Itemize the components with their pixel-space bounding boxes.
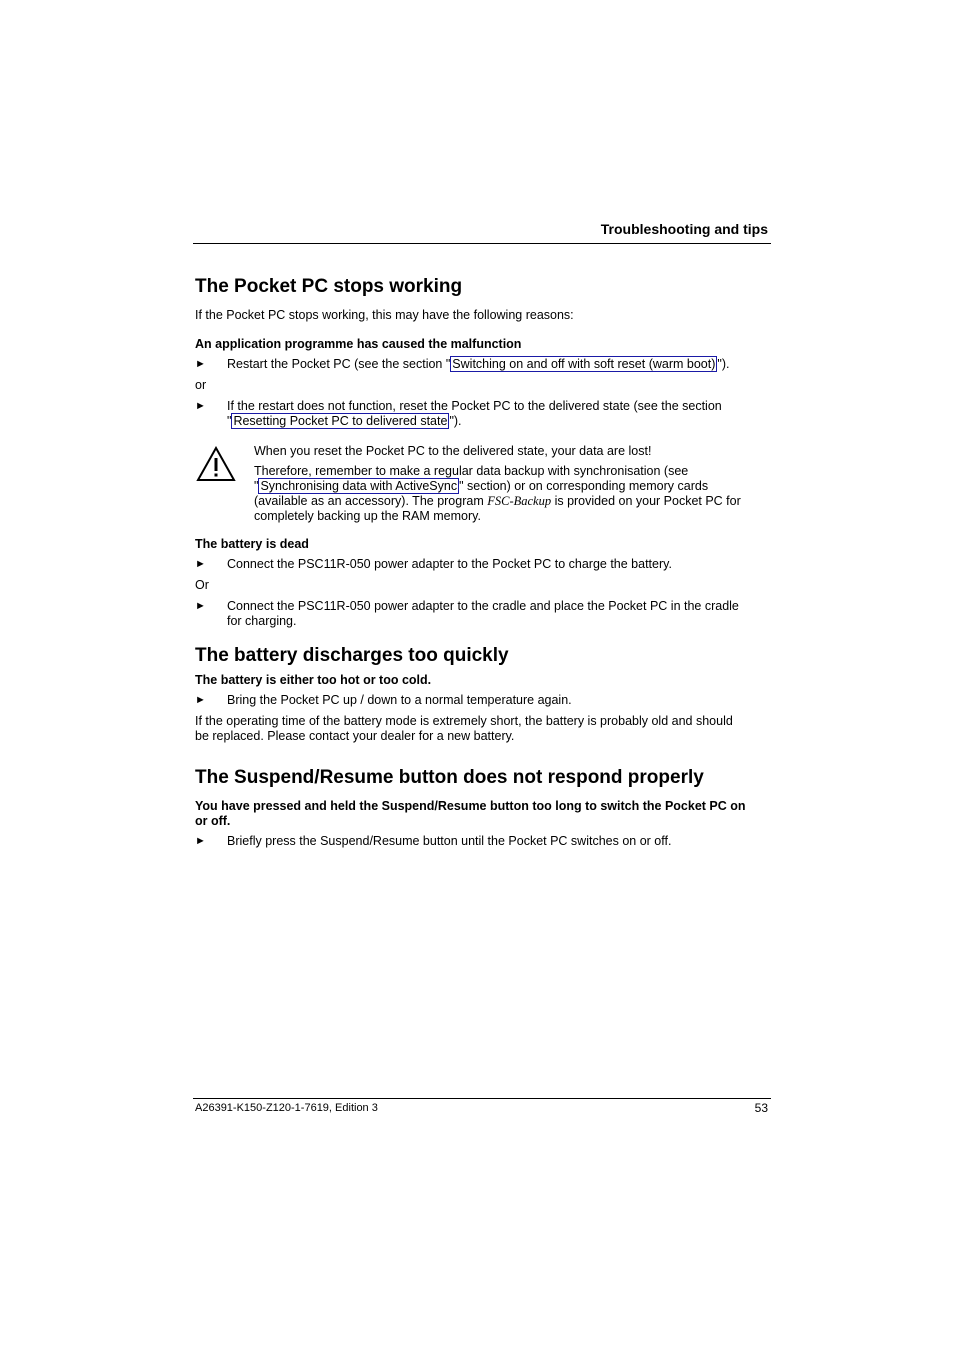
bullet-text: Briefly press the Suspend/Resume button until the Pocket PC switches on or off.: [227, 834, 672, 848]
bullet-text: Bring the Pocket PC up / down to a normal temperature again.: [227, 693, 572, 707]
bullet-arrow-icon: ►: [195, 600, 206, 612]
warning-text: Therefore, remember to make a regular data backup with synchronisation (see: [254, 464, 689, 478]
paragraph-line: be replaced. Please contact your dealer for a new battery.: [195, 729, 515, 743]
bullet-text: Connect the PSC11R-050 power adapter to the cradle and place the Pocket PC in the cradle: [227, 599, 739, 613]
link-soft-reset[interactable]: Switching on and off with soft reset (warm boot): [452, 357, 716, 371]
bullet-text-end: ").: [449, 414, 462, 428]
quote-mark: ": [254, 479, 259, 493]
warning-line: When you reset the Pocket PC to the delivered state, your data are lost!: [254, 444, 652, 458]
section-title-suspend-resume: The Suspend/Resume button does not respond properly: [195, 767, 704, 788]
bullet-arrow-icon: ►: [195, 835, 206, 847]
heading-line: You have pressed and held the Suspend/Resume button too long to switch the Pocket PC on: [195, 799, 746, 813]
bullet-arrow-icon: ►: [195, 558, 206, 570]
warning-triangle-icon: [196, 446, 236, 482]
quote-mark: ": [227, 414, 232, 428]
warning-text: is provided on your Pocket PC for: [551, 494, 741, 508]
section-title-pocket-pc-stops: The Pocket PC stops working: [195, 276, 463, 297]
bullet-text: Connect the PSC11R-050 power adapter to the Pocket PC to charge the battery.: [227, 557, 672, 571]
link-reset-delivered[interactable]: Resetting Pocket PC to delivered state: [233, 414, 448, 428]
subheading-battery-dead: The battery is dead: [195, 537, 309, 551]
subheading-application: An application programme has caused the malfunction: [195, 337, 522, 351]
program-name: FSC-Backup: [487, 494, 552, 508]
warning-line: [254, 479, 764, 494]
section-title-battery-discharges: The battery discharges too quickly: [195, 645, 509, 666]
header-rule: [193, 243, 771, 244]
warning-text: " section) or on corresponding memory cards: [459, 479, 709, 493]
bullet-text-end: ").: [717, 357, 730, 371]
battery-paragraph: [195, 714, 765, 744]
bullet-arrow-icon: ►: [195, 400, 206, 412]
bullet-arrow-icon: ►: [195, 694, 206, 706]
running-header: Troubleshooting and tips: [600, 221, 768, 237]
subheading-suspend-resume: [195, 799, 770, 829]
subheading-battery-temp: The battery is either too hot or too cold.: [195, 673, 432, 687]
warning-line: completely backing up the RAM memory.: [254, 509, 481, 523]
bullet-text: Restart the Pocket PC (see the section ": [227, 357, 451, 371]
warning-text: (available as an accessory). The program: [254, 494, 488, 508]
bullet-text: If the restart does not function, reset the Pocket PC to the delivered state (see the section: [227, 399, 722, 413]
heading-line: or off.: [195, 814, 231, 828]
or-text: or: [195, 378, 207, 392]
warning-note: [254, 444, 764, 524]
footer-rule: [193, 1098, 771, 1099]
warning-line: [254, 494, 764, 509]
or-text: Or: [195, 578, 209, 592]
bullet-text: for charging.: [227, 614, 297, 628]
link-activesync[interactable]: Synchronising data with ActiveSync: [260, 479, 458, 493]
intro-paragraph: If the Pocket PC stops working, this may have the following reasons:: [195, 308, 574, 322]
footer-doc-id: A26391-K150-Z120-1-7619, Edition 3: [195, 1102, 378, 1114]
bullet-arrow-icon: ►: [195, 358, 206, 370]
paragraph-line: If the operating time of the battery mode is extremely short, the battery is probably old and should: [195, 714, 733, 728]
warning-line: [254, 464, 764, 479]
page-number: 53: [754, 1101, 768, 1115]
